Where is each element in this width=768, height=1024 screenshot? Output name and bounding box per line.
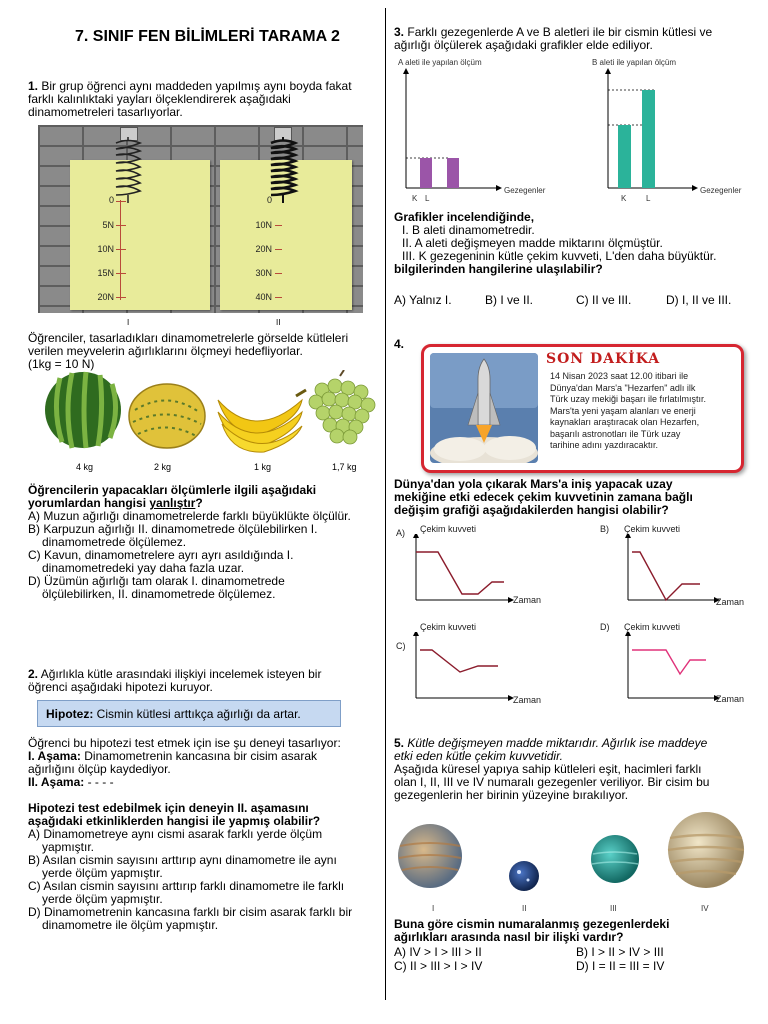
q5-option-a[interactable]: A) IV > I > III > II bbox=[394, 945, 482, 959]
planet-2-label: II bbox=[522, 904, 527, 913]
q3-option-c[interactable]: C) II ve III. bbox=[576, 293, 632, 307]
q3-statement-1: I. B aleti dinamometredir. bbox=[402, 223, 535, 237]
news-line: başarılı astronotları ile Türk uzay bbox=[550, 428, 681, 439]
q4-graph-d bbox=[620, 632, 720, 702]
q3-statement-3: III. K gezegeninin kütle çekim kuvveti, L'den daha büyüktür. bbox=[402, 249, 717, 263]
chart-b-l-label: L bbox=[646, 194, 651, 203]
q1-option-a[interactable]: A) Muzun ağırlığı dinamometrelerde farklı büyüklükte ölçülür. bbox=[28, 509, 351, 523]
q4-option-d[interactable]: D) bbox=[600, 622, 610, 632]
q5-intro bbox=[394, 737, 764, 802]
q5-ask-line1: Buna göre cismin numaralanmış gezegenlerdeki bbox=[394, 917, 670, 931]
news-box bbox=[421, 344, 744, 473]
q3-option-a[interactable]: A) Yalnız I. bbox=[394, 293, 452, 307]
ruler-2-label: 0 bbox=[266, 195, 272, 205]
dynamometer-1-label: I bbox=[127, 318, 130, 327]
q4-option-c[interactable]: C) bbox=[396, 641, 406, 651]
q2-option-b-cont: yerde ölçüm yapmıştır. bbox=[42, 866, 163, 880]
chart-a-l-label: L bbox=[425, 194, 430, 203]
hypothesis-label: Hipotez: bbox=[46, 707, 94, 721]
q3-option-d[interactable]: D) I, II ve III. bbox=[666, 293, 732, 307]
ruler-1-label: 10N bbox=[97, 244, 114, 254]
planet-1-label: I bbox=[432, 904, 435, 913]
q4-d-xlabel: Zaman bbox=[716, 694, 745, 704]
chart-b-bar-l bbox=[642, 90, 655, 188]
q5-text-line2: olan I, II, III ve IV numaralı gezegenler veriliyor. Bir cisim bu bbox=[394, 775, 710, 789]
chart-b-xlabel: Gezegenler bbox=[700, 186, 742, 195]
q1-ask-qmark: ? bbox=[195, 496, 203, 510]
planet-2-icon bbox=[509, 861, 539, 891]
q2-intro-line2: öğrenci aşağıdaki hipotezi kuruyor. bbox=[28, 680, 213, 694]
planets-image bbox=[394, 802, 754, 906]
news-line: Türk uzay mekiği başarı ile fırlatılmıştır. bbox=[550, 394, 707, 404]
spring-1-icon bbox=[112, 137, 144, 203]
chart-b-bar-k bbox=[618, 125, 631, 188]
q4-graph-a bbox=[410, 534, 516, 604]
chart-a-k-label: K bbox=[412, 194, 418, 203]
ruler-tick bbox=[275, 273, 282, 274]
chart-a-xlabel: Gezegenler bbox=[504, 186, 546, 195]
q4-graph-b bbox=[620, 534, 720, 604]
hypothesis-text: Cismin kütlesi arttıkça ağırlığı da artar. bbox=[96, 707, 301, 721]
q4-b-ylabel: Çekim kuvveti bbox=[624, 524, 681, 534]
q3-option-b[interactable]: B) I ve II. bbox=[485, 293, 534, 307]
q4-ask-line3: değişim grafiği aşağıdakilerden hangisi olabilir? bbox=[394, 503, 669, 517]
chart-b-title: B aleti ile yapılan ölçüm bbox=[592, 58, 677, 67]
q1-mid-line1: Öğrenciler, tasarladıkları dinamometrelerle görselde kütleleri bbox=[28, 331, 349, 345]
q3-number: 3. bbox=[394, 25, 405, 39]
rocket-launch-image bbox=[430, 353, 538, 463]
ruler-1-label: 15N bbox=[97, 268, 114, 278]
q5-number: 5. bbox=[394, 736, 405, 750]
planet-4-icon bbox=[668, 812, 744, 888]
planet-1-icon bbox=[398, 824, 462, 888]
planet-3-label: III bbox=[610, 904, 617, 913]
q4-d-ylabel: Çekim kuvveti bbox=[624, 622, 681, 632]
q5-italic-line2: etki eden kütle çekim kuvvetidir. bbox=[394, 749, 563, 763]
q2-intro bbox=[28, 668, 380, 694]
q1-option-d-cont: ölçülebilirken, II. dinamometrede ölçülemez. bbox=[42, 587, 276, 601]
ruler-tick bbox=[116, 225, 126, 226]
chart-a-bar-l bbox=[447, 158, 459, 188]
banana-mass: 1 kg bbox=[254, 462, 272, 472]
ruler-tick bbox=[275, 249, 282, 250]
q4-graph-c bbox=[410, 632, 516, 702]
q4-ask-line2: mekiğine etki edecek çekim kuvvetinin zamana bağlı bbox=[394, 490, 693, 504]
fruits-image bbox=[40, 370, 380, 456]
ruler-2-label: 20N bbox=[255, 244, 272, 254]
chart-a-bar-k bbox=[420, 158, 432, 188]
q4-ask-line1: Dünya'dan yola çıkarak Mars'a iniş yapacak uzay bbox=[394, 477, 673, 491]
column-divider bbox=[385, 8, 386, 1000]
q5-ask-line2: ağırlıkları arasında nasıl bir ilişki vardır? bbox=[394, 930, 624, 944]
q1-mid-line3: (1kg = 10 N) bbox=[28, 357, 95, 371]
q2-stage1-label: I. Aşama: bbox=[28, 749, 81, 763]
q1-option-c[interactable]: C) Kavun, dinamometrelere ayrı ayrı asıldığında I. bbox=[28, 548, 294, 562]
chart-b bbox=[600, 68, 700, 196]
chart-a-title: A aleti ile yapılan ölçüm bbox=[398, 58, 482, 67]
news-line: Dünya'dan Mars'a "Hezarfen" adlı ilk bbox=[550, 382, 696, 393]
q3-intro-line2: ağırlığı ölçülerek aşağıdaki grafikler elde ediliyor. bbox=[394, 38, 653, 52]
ruler-1-label: 0 bbox=[108, 195, 114, 205]
q1-question bbox=[28, 484, 380, 601]
ruler-1-label: 5N bbox=[102, 220, 114, 230]
q2-option-d[interactable]: D) Dinamometrenin kancasına farklı bir cisim asarak farklı bir bbox=[28, 905, 353, 919]
q3-ask: Grafikler incelendiğinde, bbox=[394, 210, 535, 224]
chart-b-k-label: K bbox=[621, 194, 627, 203]
ruler-2-label: 40N bbox=[255, 292, 272, 302]
q1-option-b-cont: dinamometrede ölçülemez. bbox=[42, 535, 187, 549]
q2-option-d-cont: dinamometre ile ölçüm yapmıştır. bbox=[42, 918, 219, 932]
q3-intro-line1: Farklı gezegenlerde A ve B aletleri ile bir cismin kütlesi ve bbox=[407, 25, 713, 39]
hypothesis-box bbox=[37, 700, 341, 727]
q5-option-b[interactable]: B) I > II > IV > III bbox=[576, 945, 664, 959]
q5-text-line3: gezegenlerin her birinin yüzeyine bırakılıyor. bbox=[394, 788, 629, 802]
planet-4-label: IV bbox=[701, 904, 709, 913]
q1-mid-line2: verilen meyvelerin ağırlıklarını ölçmeyi hedefliyorlar. bbox=[28, 344, 303, 358]
q1-intro-line1: Bir grup öğrenci aynı maddeden yapılmış aynı boyda fakat bbox=[41, 79, 352, 93]
watermelon-mass: 4 kg bbox=[76, 462, 94, 472]
q2-stage1-text-cont: ağırlığını ölçüp kaydediyor. bbox=[28, 762, 171, 776]
q1-intro-line3: dinamometreleri tasarlıyorlar. bbox=[28, 105, 183, 119]
q1-ask-line1: Öğrencilerin yapacakları ölçümlerle ilgili aşağıdaki bbox=[28, 483, 317, 497]
q1-option-d[interactable]: D) Üzümün ağırlığı tam olarak I. dinamometrede bbox=[28, 574, 285, 588]
q4-option-a[interactable]: A) bbox=[396, 528, 405, 538]
news-headline: SON DAKİKA bbox=[546, 351, 661, 367]
melon-icon bbox=[129, 384, 205, 448]
dynamometer-2-label: II bbox=[276, 318, 281, 327]
q4-option-b[interactable]: B) bbox=[600, 524, 609, 534]
q3-statement-2: II. A aleti değişmeyen madde miktarını ölçmüştür. bbox=[402, 236, 663, 250]
q3-intro bbox=[394, 26, 764, 52]
q4-c-xlabel: Zaman bbox=[513, 695, 542, 705]
planet-3-icon bbox=[591, 835, 639, 883]
dynamometer-image bbox=[38, 125, 363, 313]
q4-question bbox=[394, 478, 764, 517]
q5-italic-line1: Kütle değişmeyen madde miktarıdır. Ağırlık ise maddeye bbox=[407, 736, 708, 750]
q4-a-ylabel: Çekim kuvveti bbox=[420, 524, 477, 534]
news-line: kaynakları araştıracak olan Hezarfen, bbox=[550, 417, 700, 427]
q1-option-b[interactable]: B) Karpuzun ağırlığı II. dinamometrede ölçülebilirken I. bbox=[28, 522, 318, 536]
q2-test-text: Öğrenci bu hipotezi test etmek için ise şu deneyi tasarlıyor: bbox=[28, 736, 341, 750]
melon-mass: 2 kg bbox=[154, 462, 172, 472]
q2-option-c[interactable]: C) Asılan cismin sayısını arttırıp farklı dinamometre ile farklı bbox=[28, 879, 345, 893]
ruler-tick bbox=[116, 249, 126, 250]
ruler-tick bbox=[116, 297, 126, 298]
q3-ask2: bilgilerinden hangilerine ulaşılabilir? bbox=[394, 262, 603, 276]
grapes-icon bbox=[309, 370, 375, 444]
ruler-tick bbox=[116, 273, 126, 274]
q2-intro-line1: Ağırlıkla kütle arasındaki ilişkiyi incelemek isteyen bir bbox=[40, 667, 322, 681]
news-line: Mars'ta yeni yaşam alanları ve enerji bbox=[550, 405, 696, 416]
ruler-tick bbox=[275, 297, 282, 298]
spring-2-icon bbox=[267, 137, 299, 203]
news-body bbox=[550, 371, 736, 452]
q1-intro bbox=[28, 80, 380, 119]
page-title: 7. SINIF FEN BİLİMLERİ TARAMA 2 bbox=[75, 28, 340, 45]
q5-option-c[interactable]: C) II > III > I > IV bbox=[394, 959, 483, 973]
q2-stage1-text: Dinamometrenin kancasına bir cisim asarak bbox=[84, 749, 318, 763]
q1-ask-emphasis: yanlıştır bbox=[149, 496, 196, 510]
q1-number: 1. bbox=[28, 79, 39, 93]
q2-option-a-cont: yapmıştır. bbox=[42, 840, 95, 854]
news-line: 14 Nisan 2023 saat 12.00 itibari ile bbox=[550, 371, 689, 381]
q1-ask-text: yorumlardan hangisi bbox=[28, 496, 150, 510]
q2-option-c-cont: yerde ölçüm yapmıştır. bbox=[42, 892, 163, 906]
ruler-tick bbox=[275, 225, 282, 226]
q5-question bbox=[394, 918, 764, 944]
q4-c-ylabel: Çekim kuvveti bbox=[420, 622, 477, 632]
q3-body bbox=[394, 211, 764, 276]
watermelon-icon bbox=[45, 372, 121, 448]
ruler-2-label: 30N bbox=[255, 268, 272, 278]
news-line: tarihine adını yazdıracaktır. bbox=[550, 440, 659, 450]
q1-option-c-cont: dinamometredeki yay daha fazla uzar. bbox=[42, 561, 245, 575]
chart-a bbox=[398, 68, 504, 196]
q2-stage2-text: - - - - bbox=[87, 775, 114, 789]
banana-icon bbox=[218, 390, 306, 452]
ruler-1-label: 20N bbox=[97, 292, 114, 302]
q4-number: 4. bbox=[394, 337, 405, 351]
q5-option-d[interactable]: D) I = II = III = IV bbox=[576, 959, 665, 973]
q2-option-b[interactable]: B) Asılan cismin sayısını arttırıp aynı dinamometre ile aynı bbox=[28, 853, 337, 867]
grapes-mass: 1,7 kg bbox=[332, 462, 357, 472]
q2-ask-line1: Hipotezi test edebilmek için deneyin II. aşamasını bbox=[28, 801, 309, 815]
q2-body bbox=[28, 737, 380, 932]
q4-a-xlabel: Zaman bbox=[513, 595, 542, 605]
q2-ask-line2: aşağıdaki etkinliklerden hangisi ile yapmış olabilir? bbox=[28, 814, 321, 828]
q2-option-a[interactable]: A) Dinamometreye aynı cismi asarak farklı yerde ölçüm bbox=[28, 827, 323, 841]
q2-number: 2. bbox=[28, 667, 39, 681]
q1-intro-line2: farklı kalınlıktaki yayları ölçeklendirerek aşağıdaki bbox=[28, 92, 291, 106]
ruler-2-label: 10N bbox=[255, 220, 272, 230]
q4-b-xlabel: Zaman bbox=[716, 597, 745, 607]
ruler-tick bbox=[116, 201, 126, 202]
q5-text-line1: Aşağıda küresel yapıya sahip kütleleri eşit, hacimleri farklı bbox=[394, 762, 702, 776]
q1-middle-text bbox=[28, 332, 380, 371]
q2-stage2-label: II. Aşama: bbox=[28, 775, 85, 789]
ruler-1-line bbox=[120, 200, 121, 300]
